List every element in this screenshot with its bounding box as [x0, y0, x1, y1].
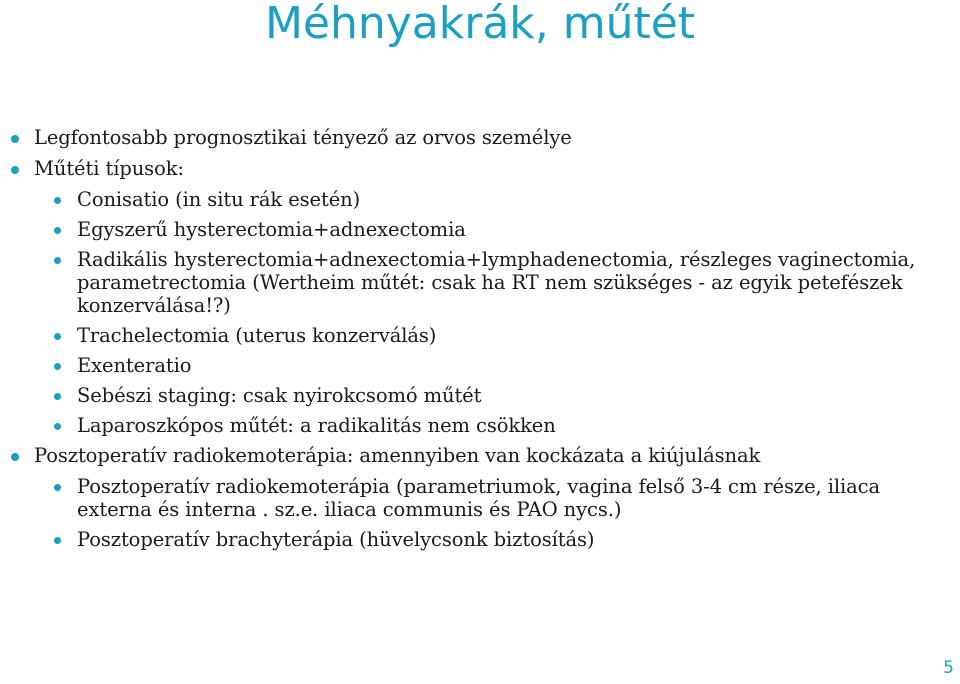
- sub-bullet-item: [0, 324, 960, 347]
- bullet-dot-icon: [54, 393, 61, 400]
- bullet-list: [0, 126, 960, 558]
- bullet-dot-icon: [11, 166, 19, 174]
- bullet-dot-icon: [54, 537, 61, 544]
- bullet-text: Posztoperatív brachyterápia (hüvelycsonk biztosítás): [77, 528, 595, 551]
- bullet-text: Posztoperatív radiokemoterápia: amennyiben van kockázata a kiújulásnak: [34, 444, 761, 467]
- sub-bullet-item: [0, 414, 960, 437]
- bullet-dot-icon: [54, 257, 61, 264]
- bullet-text: Posztoperatív radiokemoterápia (parametriumok, vagina felső 3-4 cm része, iliaca externa és interna . sz.e. iliaca communis és PAO nycs.): [77, 475, 880, 521]
- bullet-item: [0, 444, 960, 467]
- bullet-text: Legfontosabb prognosztikai tényező az orvos személye: [34, 126, 572, 149]
- bullet-dot-icon: [54, 484, 61, 491]
- bullet-item: [0, 126, 960, 149]
- slide-title: Méhnyakrák, műtét: [264, 0, 696, 49]
- bullet-dot-icon: [54, 423, 61, 430]
- sub-bullet-item: [0, 354, 960, 377]
- bullet-text: Trachelectomia (uterus konzerválás): [77, 324, 437, 347]
- bullet-text: Radikális hysterectomia+adnexectomia+lymphadenectomia, részleges vaginectomia, parametrectomia (Wertheim műtét: csak ha RT nem szükséges - az egyik petefészek konzerválása!?): [77, 248, 916, 317]
- bullet-item: [0, 157, 960, 180]
- bullet-text: Sebészi staging: csak nyirokcsomó műtét: [77, 384, 482, 407]
- bullet-dot-icon: [54, 363, 61, 370]
- bullet-dot-icon: [54, 333, 61, 340]
- sub-bullet-item: [0, 384, 960, 407]
- sub-bullet-item: [0, 248, 960, 317]
- page-number: 5: [943, 658, 954, 678]
- bullet-text: Laparoszkópos műtét: a radikalitás nem csökken: [77, 414, 556, 437]
- bullet-text: Egyszerű hysterectomia+adnexectomia: [77, 218, 466, 241]
- sub-bullet-item: [0, 218, 960, 241]
- bullet-text: Conisatio (in situ rák esetén): [77, 188, 361, 211]
- sub-bullet-item: [0, 188, 960, 211]
- bullet-text: Exenteratio: [77, 354, 192, 377]
- bullet-dot-icon: [54, 227, 61, 234]
- bullet-dot-icon: [11, 453, 19, 461]
- sub-bullet-item: [0, 528, 960, 551]
- sub-bullet-item: [0, 475, 960, 521]
- bullet-text: Műtéti típusok:: [34, 157, 184, 180]
- bullet-dot-icon: [11, 135, 19, 143]
- bullet-dot-icon: [54, 197, 61, 204]
